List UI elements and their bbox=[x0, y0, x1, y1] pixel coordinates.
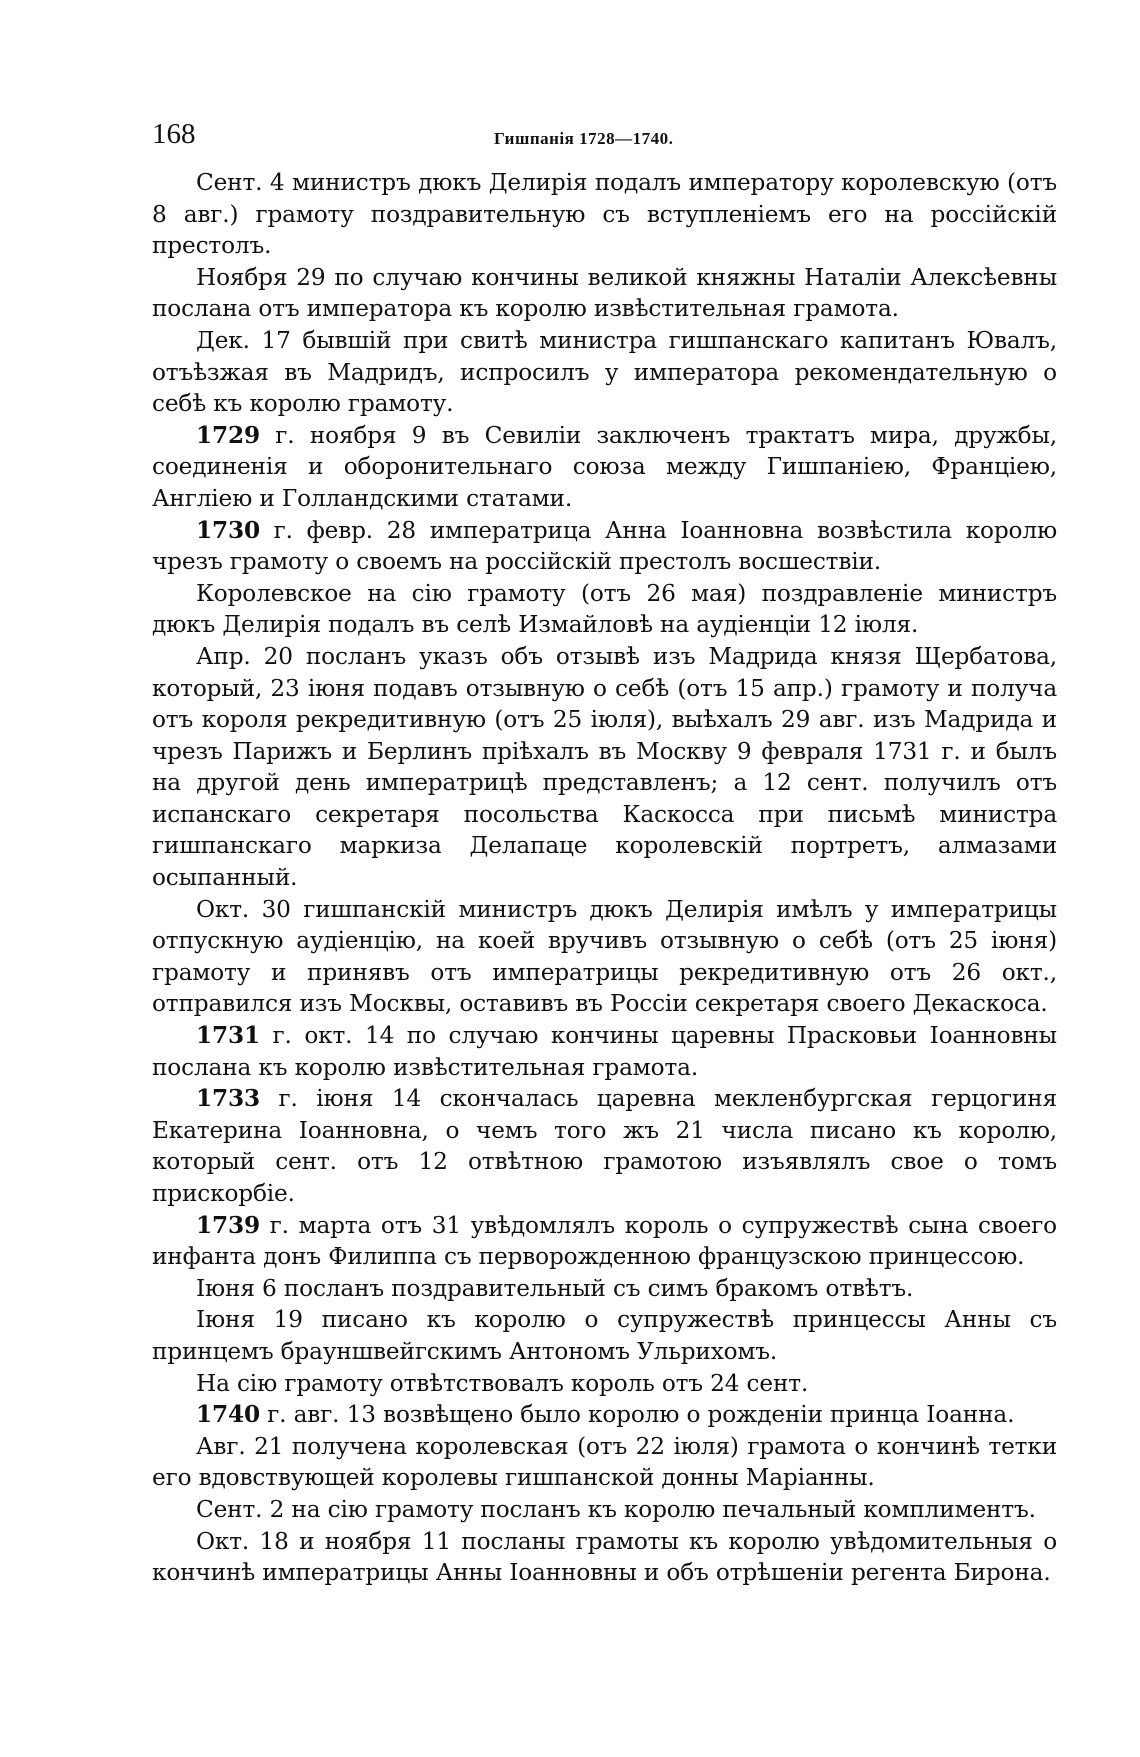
paragraph-text: Сент. 4 министръ дюкъ Делирія подалъ императору королевскую (отъ 8 авг.) грамоту поздравительную съ вступленіемъ его на россійскій престолъ. bbox=[152, 169, 1057, 260]
paragraph-text: г. ноября 9 въ Севиліи заключенъ трактатъ мира, дружбы, соединенія и оборонительнаго союза между Гишпаніею, Франціею, Англіею и Голландскими статами. bbox=[152, 421, 1057, 512]
paragraph bbox=[152, 515, 1057, 578]
paragraph-text: г. окт. 14 по случаю кончины царевны Прасковьи Іоанновны послана къ королю извѣстительная грамота. bbox=[152, 1022, 1057, 1081]
paragraph-text: Апр. 20 посланъ указъ объ отзывѣ изъ Мадрида князя Щербатова, который, 23 іюня подавъ отзывную о себѣ (отъ 15 апр.) грамоту и получа отъ короля рекредитивную (отъ 25 іюля), выѣхалъ 29 авг. изъ Мадрида и чрезъ Парижъ и Берлинъ пріѣхалъ въ Москву 9 февраля 1731 г. и былъ на другой день императрицѣ представленъ; а 12 сент. получилъ отъ испанскаго секретаря посольства Каскосса при письмѣ министра гишпанскаго маркиза Делапаце королевскій портретъ, алмазами осыпанный. bbox=[152, 642, 1057, 892]
paragraph-text: На сію грамоту отвѣтствовалъ король отъ 24 сент. bbox=[196, 1369, 809, 1397]
paragraph bbox=[152, 167, 1057, 262]
running-title: Гишпанія 1728—1740. bbox=[494, 129, 674, 148]
paragraph-text: г. февр. 28 императрица Анна Іоанновна возвѣстила королю чрезъ грамоту о своемъ на россійскій престолъ восшествіи. bbox=[152, 516, 1057, 576]
paragraph bbox=[152, 894, 1057, 1020]
paragraph-text: Іюня 19 писано къ королю о супружествѣ принцессы Анны съ принцемъ брауншвейгскимъ Антономъ Ульрихомъ. bbox=[152, 1306, 1057, 1365]
paragraph-text: г. іюня 14 скончалась царевна мекленбургская герцогиня Екатерина Іоанновна, о чемъ того жъ 21 числа писано къ королю, который сент. отъ 12 отвѣтною грамотою изъявлялъ свое о томъ прискорбіе. bbox=[152, 1085, 1057, 1207]
paragraph bbox=[152, 1526, 1057, 1589]
paragraph bbox=[152, 1304, 1057, 1367]
paragraph bbox=[152, 262, 1057, 325]
paragraph-text: Окт. 30 гишпанскій министръ дюкъ Делирія имѣлъ у императрицы отпускную аудіенцію, на коей вручивъ отзывную о себѣ (отъ 25 іюня) грамоту и принявъ отъ императрицы рекредитивную отъ 26 окт., отправился изъ Москвы, оставивъ въ Россіи секретаря своего Декаскоса. bbox=[152, 895, 1057, 1018]
paragraph-year: 1729 bbox=[196, 421, 260, 449]
paragraph-text: Іюня 6 посланъ поздравительный съ симъ бракомъ отвѣтъ. bbox=[196, 1274, 914, 1302]
paragraph-year: 1733 bbox=[196, 1085, 260, 1113]
paragraph-text: Ноября 29 по случаю кончины великой княжны Наталіи Алексѣевны послана отъ императора къ королю извѣстительная грамота. bbox=[152, 263, 1057, 323]
paragraph-text: Окт. 18 и ноября 11 посланы грамоты къ королю увѣдомительныя о кончинѣ императрицы Анны Іоанновны и объ отрѣшеніи регента Бирона. bbox=[152, 1527, 1057, 1587]
paragraph bbox=[152, 325, 1057, 420]
paragraph-text: Дек. 17 бывшій при свитѣ министра гишпанскаго капитанъ Ювалъ, отъѣзжая въ Мадридъ, испросилъ у императора рекомендательную о себѣ къ королю грамоту. bbox=[152, 326, 1057, 418]
paragraph-year: 1731 bbox=[196, 1022, 260, 1050]
paragraph bbox=[152, 1431, 1057, 1494]
paragraph-text: Сент. 2 на сію грамоту посланъ къ королю печальный комплиментъ. bbox=[196, 1495, 1036, 1523]
paragraph bbox=[152, 1083, 1057, 1209]
paragraph-text: г. марта отъ 31 увѣдомлялъ король о супружествѣ сына своего инфанта донъ Филиппа съ перворожденною французскою принцессою. bbox=[152, 1211, 1057, 1271]
paragraph-text: Авг. 21 получена королевская (отъ 22 іюля) грамота о кончинѣ тетки его вдовствующей королевы гишпанской донны Маріанны. bbox=[152, 1432, 1057, 1492]
page-number: 168 bbox=[152, 118, 196, 150]
page-header bbox=[152, 118, 1052, 158]
paragraph bbox=[152, 1020, 1057, 1083]
paragraph bbox=[152, 1494, 1057, 1526]
paragraph-year: 1730 bbox=[196, 516, 260, 544]
paragraph bbox=[152, 1368, 1057, 1400]
paragraph bbox=[152, 420, 1057, 515]
paragraph-year: 1739 bbox=[196, 1211, 260, 1239]
paragraph bbox=[152, 641, 1057, 894]
paragraph-text: г. авг. 13 возвѣщено было королю о рожденіи принца Іоанна. bbox=[259, 1401, 1015, 1429]
paragraph bbox=[152, 1210, 1057, 1273]
paragraph bbox=[152, 578, 1057, 641]
paragraph-year: 1740 bbox=[196, 1401, 260, 1429]
paragraph bbox=[152, 1399, 1057, 1431]
paragraph bbox=[152, 1273, 1057, 1305]
paragraph-text: Королевское на сію грамоту (отъ 26 мая) поздравленіе министръ дюкъ Делирія подалъ въ селѣ Измайловѣ на аудіенціи 12 іюля. bbox=[152, 579, 1057, 639]
chronicle-text bbox=[152, 167, 1057, 1589]
